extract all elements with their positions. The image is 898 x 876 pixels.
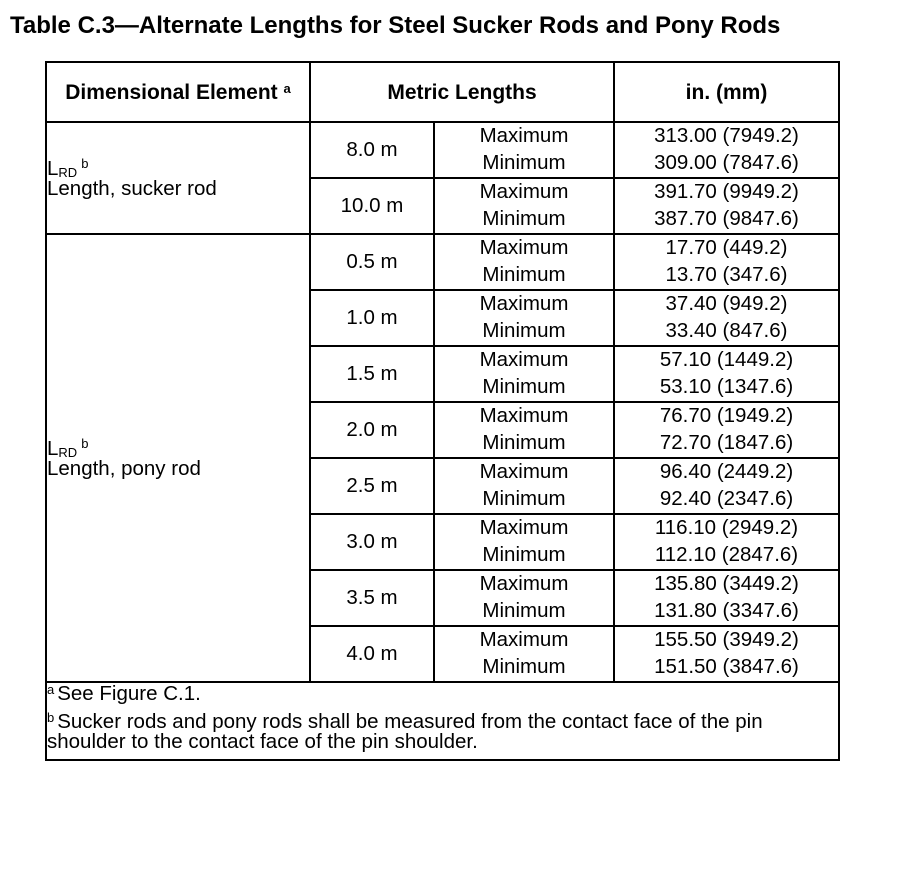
header-metric-lengths: Metric Lengths [310,62,614,122]
limit-label-max: Maximum [434,122,614,150]
limit-label-min: Minimum [434,430,614,458]
dimensional-element-cell [46,234,310,682]
limit-label-max: Maximum [434,290,614,318]
limit-label-min: Minimum [434,654,614,682]
metric-length-cell: 2.0 m [310,402,434,458]
limit-label-max: Maximum [434,514,614,542]
element-label: Length, pony rod [47,457,201,480]
footnote-mark: b [47,709,55,725]
max-value-cell: 135.80 (3449.2) [614,570,839,598]
element-symbol: LRD$^b$ [47,435,89,460]
metric-length-cell: 0.5 m [310,234,434,290]
min-value-cell: 72.70 (1847.6) [614,430,839,458]
metric-length-cell: 1.5 m [310,346,434,402]
min-value-cell: 131.80 (3347.6) [614,598,839,626]
header-dimensional-element: Dimensional Element $^a$ [46,62,310,122]
footnotes [46,682,839,760]
limit-label-max: Maximum [434,178,614,206]
footnote-ref: b [81,435,89,451]
min-value-cell: 33.40 (847.6) [614,318,839,346]
element-symbol: LRD$^b$ [47,155,89,180]
footnote-text: See Figure C.1. [57,682,201,705]
min-value-cell: 387.70 (9847.6) [614,206,839,234]
header-row [46,62,839,122]
max-value-cell: 76.70 (1949.2) [614,402,839,430]
min-value-cell: 53.10 (1347.6) [614,374,839,402]
table-title: Table C.3—Alternate Lengths for Steel Sucker Rods and Pony Rods [10,12,781,39]
max-value-cell: 17.70 (449.2) [614,234,839,262]
header-inches: in. (mm) [614,62,839,122]
limit-label-max: Maximum [434,346,614,374]
max-value-cell: 116.10 (2949.2) [614,514,839,542]
metric-length-cell: 2.5 m [310,458,434,514]
limit-label-min: Minimum [434,262,614,290]
limit-label-max: Maximum [434,402,614,430]
metric-length-cell: 3.5 m [310,570,434,626]
element-label: Length, sucker rod [47,177,217,200]
footnote-ref: a [283,80,291,96]
min-value-cell: 151.50 (3847.6) [614,654,839,682]
limit-label-min: Minimum [434,374,614,402]
limit-label-min: Minimum [434,598,614,626]
metric-length-cell: 1.0 m [310,290,434,346]
min-value-cell: 309.00 (7847.6) [614,150,839,178]
metric-length-cell: 8.0 m [310,122,434,178]
metric-length-cell: 10.0 m [310,178,434,234]
footnote [47,683,838,705]
limit-label-max: Maximum [434,570,614,598]
limit-label-min: Minimum [434,486,614,514]
footnote-text: Sucker rods and pony rods shall be measured from the contact face of the pin shoulder to the contact face of the pin shoulder. [47,709,763,753]
max-value-cell: 313.00 (7949.2) [614,122,839,150]
limit-label-min: Minimum [434,206,614,234]
metric-length-cell: 4.0 m [310,626,434,682]
max-value-cell: 391.70 (9949.2) [614,178,839,206]
table-row [46,122,839,150]
limit-label-max: Maximum [434,234,614,262]
lengths-table [45,61,840,761]
max-value-cell: 155.50 (3949.2) [614,626,839,654]
limit-label-min: Minimum [434,150,614,178]
min-value-cell: 112.10 (2847.6) [614,542,839,570]
limit-label-max: Maximum [434,626,614,654]
max-value-cell: 37.40 (949.2) [614,290,839,318]
table-row [46,234,839,262]
dimensional-element-cell [46,122,310,234]
footnote [47,711,838,753]
limit-label-min: Minimum [434,542,614,570]
limit-label-max: Maximum [434,458,614,486]
min-value-cell: 92.40 (2347.6) [614,486,839,514]
metric-length-cell: 3.0 m [310,514,434,570]
footnote-mark: a [47,682,55,697]
footnote-ref: b [81,155,89,171]
limit-label-min: Minimum [434,318,614,346]
max-value-cell: 57.10 (1449.2) [614,346,839,374]
min-value-cell: 13.70 (347.6) [614,262,839,290]
max-value-cell: 96.40 (2449.2) [614,458,839,486]
